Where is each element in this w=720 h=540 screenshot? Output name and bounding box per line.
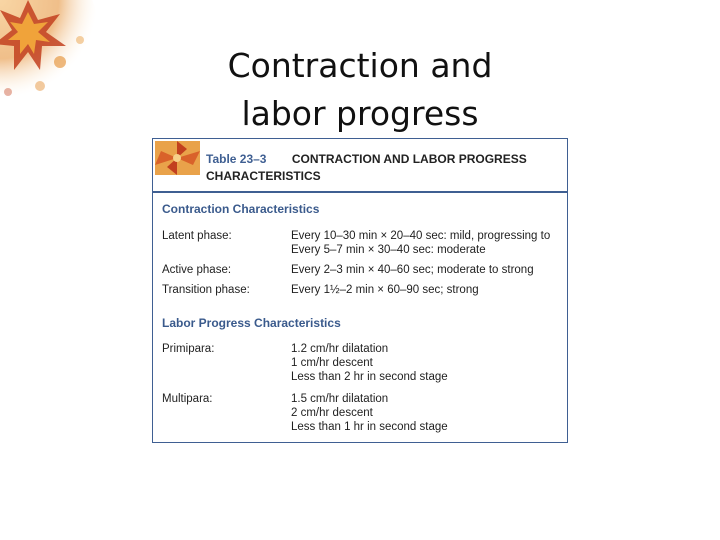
- row-value-multipara: [291, 392, 563, 434]
- row-value-line: 1.5 cm/hr dilatation: [291, 393, 389, 405]
- row-label-primipara: Primipara:: [162, 343, 215, 355]
- row-label-transition-phase: Transition phase:: [162, 284, 250, 296]
- row-value-line: Less than 2 hr in second stage: [291, 371, 448, 383]
- row-value-active-phase: [291, 263, 563, 277]
- slide-title-line-2: labor progress: [241, 94, 479, 134]
- table-caption: [206, 151, 556, 185]
- row-label-multipara: Multipara:: [162, 393, 213, 405]
- row-label-latent-phase: Latent phase:: [162, 230, 232, 242]
- characteristics-table: [152, 138, 568, 443]
- slide-title: [180, 42, 540, 138]
- slide-title-line-1: Contraction and: [227, 46, 493, 86]
- row-value-line: Every 2–3 min × 40–60 sec; moderate to strong: [291, 264, 534, 276]
- row-value-line: 1 cm/hr descent: [291, 357, 373, 369]
- table-header: [153, 139, 567, 193]
- pinwheel-decoration-icon: [155, 141, 200, 175]
- table-number: Table 23–3: [206, 152, 267, 166]
- section-heading-contraction: Contraction Characteristics: [162, 202, 320, 216]
- row-value-line: 1.2 cm/hr dilatation: [291, 343, 389, 355]
- row-label-active-phase: Active phase:: [162, 264, 232, 276]
- table-caption-line-1: CONTRACTION AND LABOR PROGRESS: [291, 152, 527, 166]
- row-value-line: Every 5–7 min × 30–40 sec: moderate: [291, 244, 486, 256]
- table-caption-line-2: CHARACTERISTICS: [206, 169, 321, 183]
- row-value-line: Every 1½–2 min × 60–90 sec; strong: [291, 284, 479, 296]
- section-heading-labor-progress: Labor Progress Characteristics: [162, 316, 341, 330]
- star-decoration-image: [0, 0, 110, 110]
- row-value-line: Less than 1 hr in second stage: [291, 421, 448, 433]
- row-value-transition-phase: [291, 283, 563, 297]
- row-value-line: 2 cm/hr descent: [291, 407, 373, 419]
- row-value-latent-phase: [291, 229, 563, 257]
- row-value-primipara: [291, 342, 563, 384]
- row-value-line: Every 10–30 min × 20–40 sec: mild, progressing to: [291, 230, 551, 242]
